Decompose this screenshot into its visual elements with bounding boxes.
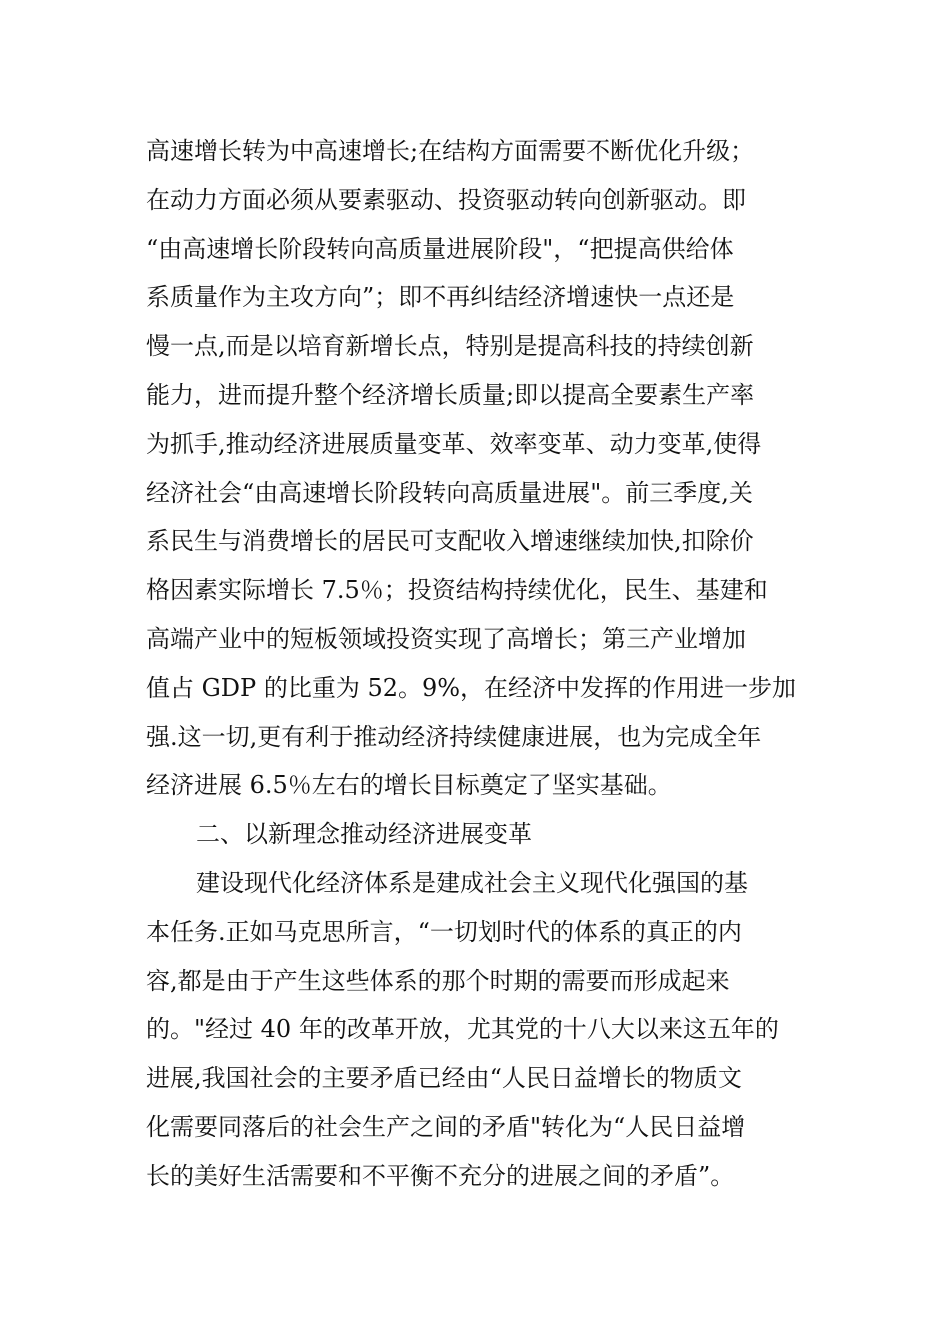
text-line: 高端产业中的短板领域投资实现了高增长；第三产业增加	[146, 624, 746, 653]
text-line: 经济进展 6.5％左右的增长目标奠定了坚实基础。	[146, 771, 672, 800]
text-line: 格因素实际增长 7.5％；投资结构持续优化，民生、基建和	[146, 576, 768, 605]
text-line: 强.这一切,更有利于推动经济持续健康进展，也为完成全年	[146, 722, 762, 751]
text-line: 在动力方面必须从要素驱动、投资驱动转向创新驱动。即	[146, 185, 746, 214]
text-line: 经济社会“由高速增长阶段转向高质量进展"。前三季度,关	[146, 478, 753, 507]
text-line: 慢一点,而是以培育新增长点，特别是提高科技的持续创新	[146, 332, 754, 361]
body-text	[146, 127, 826, 1201]
section-heading: 二、以新理念推动经济进展变革	[196, 820, 532, 849]
text-line: 系质量作为主攻方向”；即不再纠结经济增速快一点还是	[146, 283, 735, 312]
text-line: 高速增长转为中高速增长;在结构方面需要不断优化升级；	[146, 137, 755, 165]
text-line: 本任务.正如马克思所言，“一切划时代的体系的真正的内	[146, 917, 742, 946]
text-line: 系民生与消费增长的居民可支配收入增速继续加快,扣除价	[146, 527, 754, 556]
text-line: 能力，进而提升整个经济增长质量;即以提高全要素生产率	[146, 380, 755, 409]
text-line: 进展,我国社会的主要矛盾已经由“人民日益增长的物质文	[146, 1064, 742, 1093]
text-line: 值占 GDP 的比重为 52。9%，在经济中发挥的作用进一步加	[146, 673, 797, 702]
text-line: 建设现代化经济体系是建成社会主义现代化强国的基	[196, 868, 748, 897]
text-line: 长的美好生活需要和不平衡不充分的进展之间的矛盾”。	[146, 1161, 735, 1190]
text-line: 化需要同落后的社会生产之间的矛盾"转化为“人民日益增	[146, 1112, 746, 1141]
text-line: 的。"经过 40 年的改革开放，尤其党的十八大以来这五年的	[146, 1015, 779, 1044]
text-line: 容,都是由于产生这些体系的那个时期的需要而形成起来	[146, 966, 730, 995]
text-line: 为抓手,推动经济进展质量变革、效率变革、动力变革,使得	[146, 429, 762, 458]
text-line: “由高速增长阶段转向高质量进展阶段"，“把提高供给体	[146, 234, 734, 263]
